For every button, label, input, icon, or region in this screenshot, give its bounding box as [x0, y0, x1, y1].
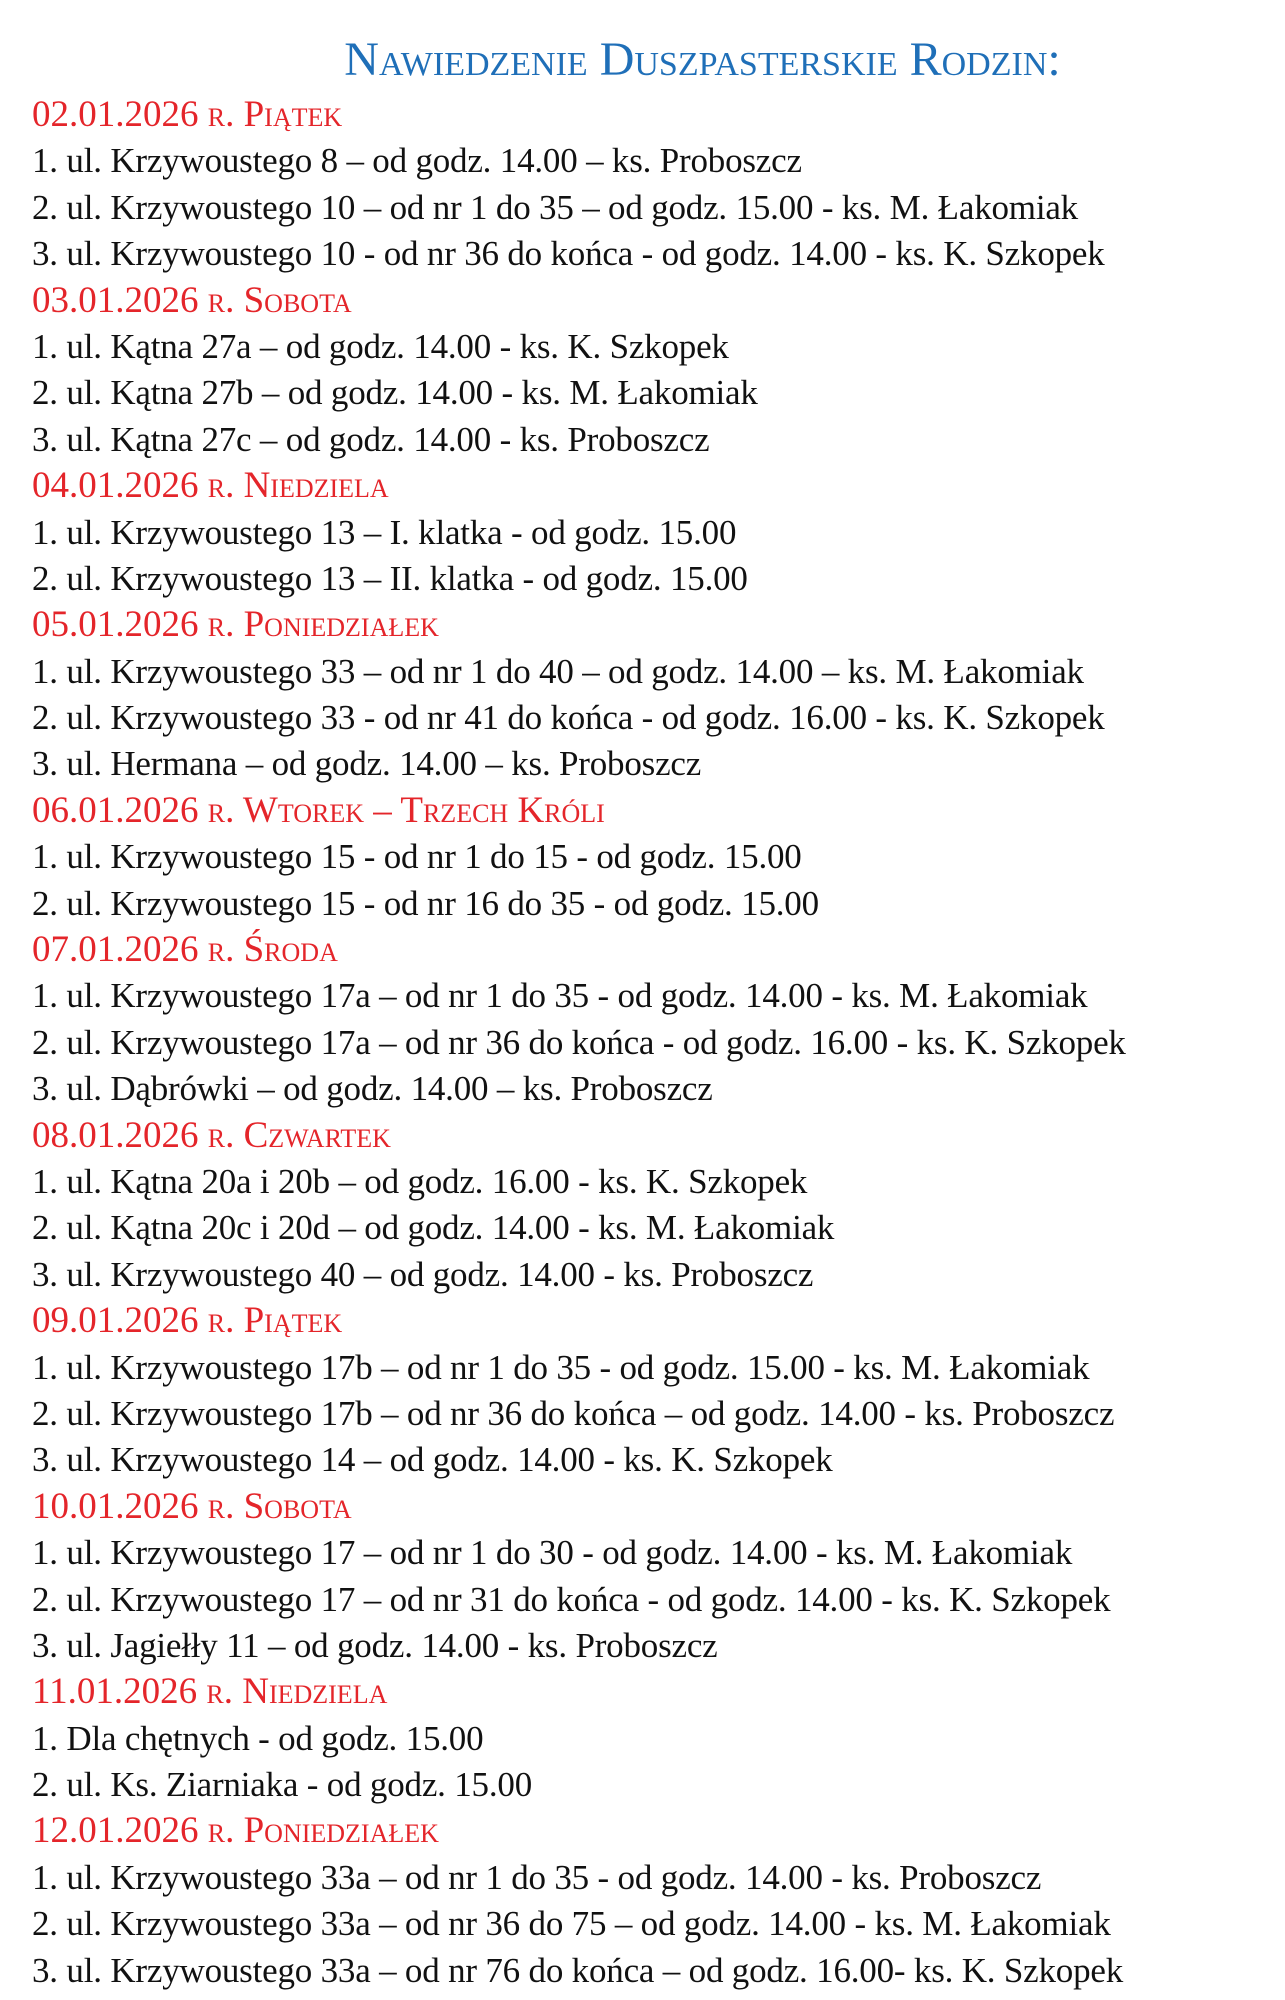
- day-section: [32, 788, 1282, 927]
- visit-entry: 2. ul. Krzywoustego 13 – II. klatka - od godz. 15.00: [32, 558, 748, 598]
- day-date: 03.01.2026: [32, 279, 199, 321]
- day-label: r. Poniedziałek: [207, 604, 439, 646]
- visit-entry: 3. ul. Krzywoustego 10 - od nr 36 do końca - od godz. 14.00 - ks. K. Szkopek: [32, 234, 1105, 274]
- day-header: [32, 1808, 1282, 1854]
- day-date: 12.01.2026: [32, 1810, 199, 1852]
- visit-entry: 3. ul. Krzywoustego 40 – od godz. 14.00 - ks. Proboszcz: [32, 1254, 814, 1294]
- visit-entry: 1. ul. Krzywoustego 17 – od nr 1 do 30 - od godz. 14.00 - ks. M. Łakomiak: [32, 1533, 1073, 1573]
- day-label: r. Wtorek – Trzech Króli: [207, 789, 605, 831]
- day-header: [32, 92, 1282, 138]
- day-date: 09.01.2026: [32, 1300, 199, 1342]
- day-section: [32, 1808, 1282, 1994]
- day-date: 05.01.2026: [32, 604, 199, 646]
- day-section: [32, 278, 1282, 464]
- day-header: [32, 1669, 1282, 1715]
- visit-entry: 1. ul. Krzywoustego 33a – od nr 1 do 35 - od godz. 14.00 - ks. Proboszcz: [32, 1857, 1042, 1897]
- visit-entry: 1. ul. Krzywoustego 8 – od godz. 14.00 – ks. Proboszcz: [32, 141, 802, 181]
- day-date: 07.01.2026: [32, 929, 199, 971]
- day-label: r. Piątek: [207, 94, 343, 135]
- visit-entry: 1. ul. Krzywoustego 13 – I. klatka - od godz. 15.00: [32, 512, 737, 552]
- page-title: Nawiedzenie Duszpasterskie Rodzin:: [344, 33, 1061, 86]
- visit-entry: 2. ul. Krzywoustego 10 – od nr 1 do 35 – od godz. 15.00 - ks. M. Łakomiak: [32, 187, 1078, 227]
- visit-entry: 2. ul. Krzywoustego 33 - od nr 41 do końca - od godz. 16.00 - ks. K. Szkopek: [32, 698, 1105, 738]
- day-header: [32, 1298, 1282, 1344]
- visit-entry: 3. ul. Dąbrówki – od godz. 14.00 – ks. Proboszcz: [32, 1069, 713, 1109]
- visit-entry: 3. ul. Jagiełły 11 – od godz. 14.00 - ks. Proboszcz: [32, 1625, 718, 1665]
- visit-entry: 3. ul. Krzywoustego 33a – od nr 76 do końca – od godz. 16.00- ks. K. Szkopek: [32, 1950, 1124, 1990]
- visit-entry: 1. ul. Krzywoustego 17b – od nr 1 do 35 - od godz. 15.00 - ks. M. Łakomiak: [32, 1347, 1090, 1387]
- day-section: [32, 1298, 1282, 1484]
- visit-entry: 1. Dla chętnych - od godz. 15.00: [32, 1718, 484, 1758]
- day-label: r. Poniedziałek: [207, 1810, 439, 1852]
- day-date: 02.01.2026: [32, 94, 199, 135]
- day-section: [32, 927, 1282, 1113]
- day-section: [32, 602, 1282, 788]
- visit-entry: 1. ul. Krzywoustego 17a – od nr 1 do 35 - od godz. 14.00 - ks. M. Łakomiak: [32, 976, 1088, 1016]
- visit-entry: 3. ul. Krzywoustego 14 – od godz. 14.00 - ks. K. Szkopek: [32, 1440, 833, 1480]
- day-label: r. Sobota: [207, 1485, 352, 1527]
- day-label: r. Niedziela: [207, 465, 389, 507]
- day-header: [32, 1484, 1282, 1530]
- visit-entry: 2. ul. Krzywoustego 17b – od nr 36 do końca – od godz. 14.00 - ks. Proboszcz: [32, 1393, 1115, 1433]
- day-header: [32, 463, 1282, 509]
- day-label: r. Czwartek: [207, 1114, 391, 1156]
- day-header: [32, 1113, 1282, 1159]
- day-label: r. Środa: [207, 929, 338, 971]
- day-date: 11.01.2026: [32, 1671, 198, 1713]
- day-date: 04.01.2026: [32, 465, 199, 507]
- day-section: [32, 1113, 1282, 1299]
- visit-entry: 2. ul. Krzywoustego 17 – od nr 31 do końca - od godz. 14.00 - ks. K. Szkopek: [32, 1579, 1111, 1619]
- visit-entry: 2. ul. Krzywoustego 17a – od nr 36 do końca - od godz. 16.00 - ks. K. Szkopek: [32, 1022, 1126, 1062]
- visit-entry: 2. ul. Ks. Ziarniaka - od godz. 15.00: [32, 1765, 532, 1805]
- day-label: r. Piątek: [207, 1300, 343, 1342]
- day-header: [32, 788, 1282, 834]
- day-date: 08.01.2026: [32, 1114, 199, 1156]
- visit-entry: 3. ul. Hermana – od godz. 14.00 – ks. Proboszcz: [32, 744, 702, 784]
- visit-entry: 3. ul. Kątna 27c – od godz. 14.00 - ks. Proboszcz: [32, 419, 710, 459]
- day-header: [32, 278, 1282, 324]
- visit-entry: 2. ul. Krzywoustego 15 - od nr 16 do 35 - od godz. 15.00: [32, 883, 819, 923]
- day-section: [32, 463, 1282, 602]
- day-section: [32, 1484, 1282, 1670]
- day-date: 06.01.2026: [32, 789, 199, 831]
- day-section: [32, 1669, 1282, 1808]
- visit-schedule: [32, 92, 1282, 1994]
- visit-entry: 1. ul. Krzywoustego 15 - od nr 1 do 15 - od godz. 15.00: [32, 837, 802, 877]
- day-date: 10.01.2026: [32, 1485, 199, 1527]
- visit-entry: 2. ul. Kątna 20c i 20d – od godz. 14.00 - ks. M. Łakomiak: [32, 1208, 835, 1248]
- day-label: r. Sobota: [207, 279, 352, 321]
- visit-entry: 1. ul. Krzywoustego 33 – od nr 1 do 40 – od godz. 14.00 – ks. M. Łakomiak: [32, 651, 1084, 691]
- visit-entry: 1. ul. Kątna 27a – od godz. 14.00 - ks. K. Szkopek: [32, 326, 729, 366]
- visit-entry: 2. ul. Kątna 27b – od godz. 14.00 - ks. M. Łakomiak: [32, 373, 758, 413]
- day-section: [32, 92, 1282, 278]
- day-header: [32, 927, 1282, 973]
- day-label: r. Niedziela: [206, 1671, 388, 1713]
- visit-entry: 2. ul. Krzywoustego 33a – od nr 36 do 75 – od godz. 14.00 - ks. M. Łakomiak: [32, 1904, 1111, 1944]
- day-header: [32, 602, 1282, 648]
- visit-entry: 1. ul. Kątna 20a i 20b – od godz. 16.00 - ks. K. Szkopek: [32, 1161, 808, 1201]
